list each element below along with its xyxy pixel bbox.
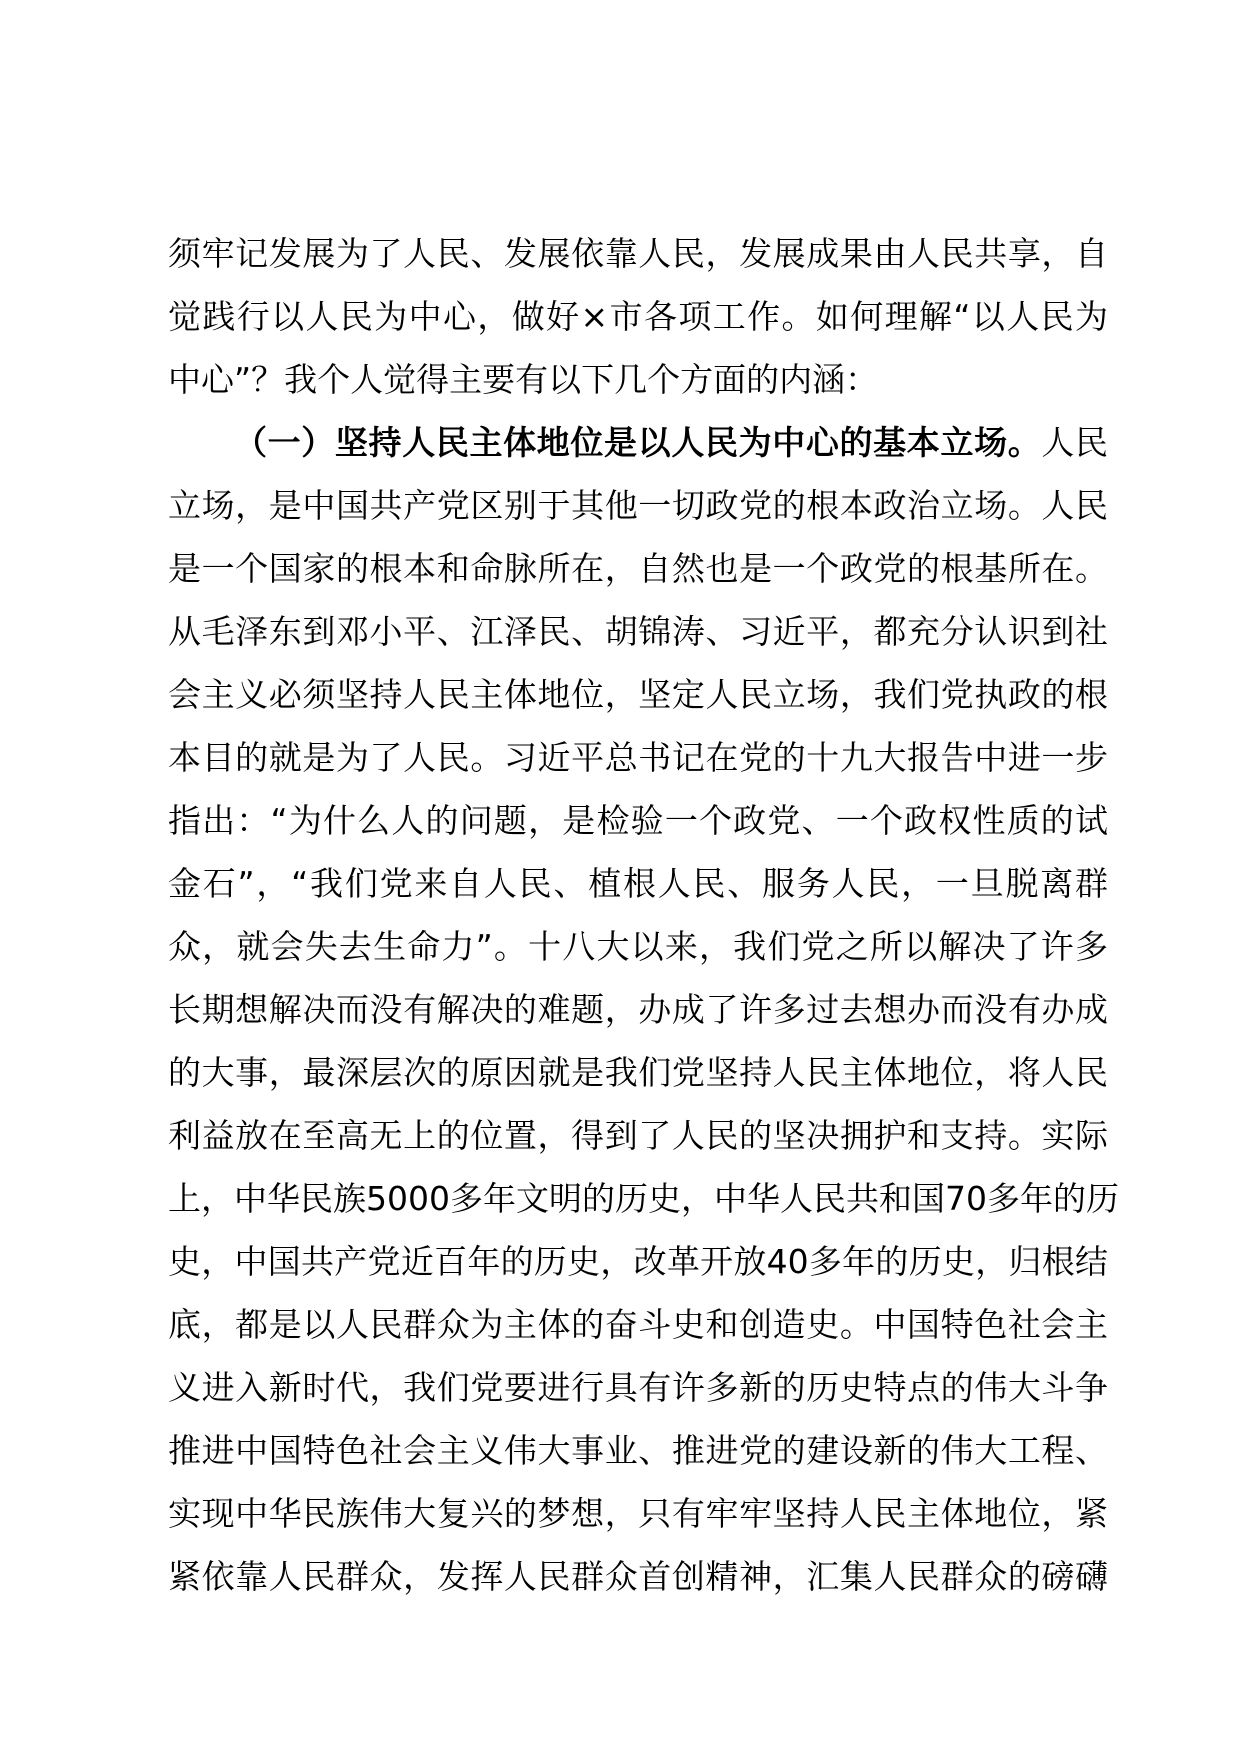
text-line: 史，中国共产党近百年的历史，改革开放40多年的历史，归根结: [168, 1242, 1108, 1281]
text-line: 须牢记发展为了人民、发展依靠人民，发展成果由人民共享，自: [168, 234, 1108, 273]
text-line: 会主义必须坚持人民主体地位，坚定人民立场，我们党执政的根: [168, 675, 1108, 714]
text-line: 中心”？我个人觉得主要有以下几个方面的内涵：: [168, 360, 879, 399]
text-line: 金石”，“我们党来自人民、植根人民、服务人民，一旦脱离群: [168, 864, 1108, 903]
text-line: 本目的就是为了人民。习近平总书记在党的十九大报告中进一步: [168, 738, 1108, 777]
text-line: 紧依靠人民群众，发挥人民群众首创精神，汇集人民群众的磅礴: [168, 1557, 1108, 1596]
section-heading: （一）坚持人民主体地位是以人民为中心的基本立场。: [234, 423, 1042, 462]
text-line: 众，就会失去生命力”。十八大以来，我们党之所以解决了许多: [168, 927, 1108, 966]
text-run: 人民: [1041, 423, 1109, 462]
text-line: 推进中国特色社会主义伟大事业、推进党的建设新的伟大工程、: [168, 1431, 1108, 1470]
text-line: 实现中华民族伟大复兴的梦想，只有牢牢坚持人民主体地位，紧: [168, 1494, 1108, 1533]
text-line: 指出：“为什么人的问题，是检验一个政党、一个政权性质的试: [168, 801, 1108, 840]
text-line: 立场，是中国共产党区别于其他一切政党的根本政治立场。人民: [168, 486, 1108, 525]
body-text: [168, 222, 1119, 1608]
text-line: 的大事，最深层次的原因就是我们党坚持人民主体地位，将人民: [168, 1053, 1108, 1092]
text-line: 利益放在至高无上的位置，得到了人民的坚决拥护和支持。实际: [168, 1116, 1108, 1155]
section-heading-line: [168, 411, 1108, 474]
text-line: 义进入新时代，我们党要进行具有许多新的历史特点的伟大斗争: [168, 1368, 1108, 1407]
text-line: 长期想解决而没有解决的难题，办成了许多过去想办而没有办成: [168, 990, 1108, 1029]
text-line: 上，中华民族5000多年文明的历史，中华人民共和国70多年的历: [168, 1179, 1119, 1218]
text-line: 底，都是以人民群众为主体的奋斗史和创造史。中国特色社会主: [168, 1305, 1108, 1344]
text-line: 从毛泽东到邓小平、江泽民、胡锦涛、习近平，都充分认识到社: [168, 612, 1108, 651]
text-line: 是一个国家的根本和命脉所在，自然也是一个政党的根基所在。: [168, 549, 1108, 588]
text-line: 觉践行以人民为中心，做好×市各项工作。如何理解“以人民为: [168, 297, 1108, 336]
